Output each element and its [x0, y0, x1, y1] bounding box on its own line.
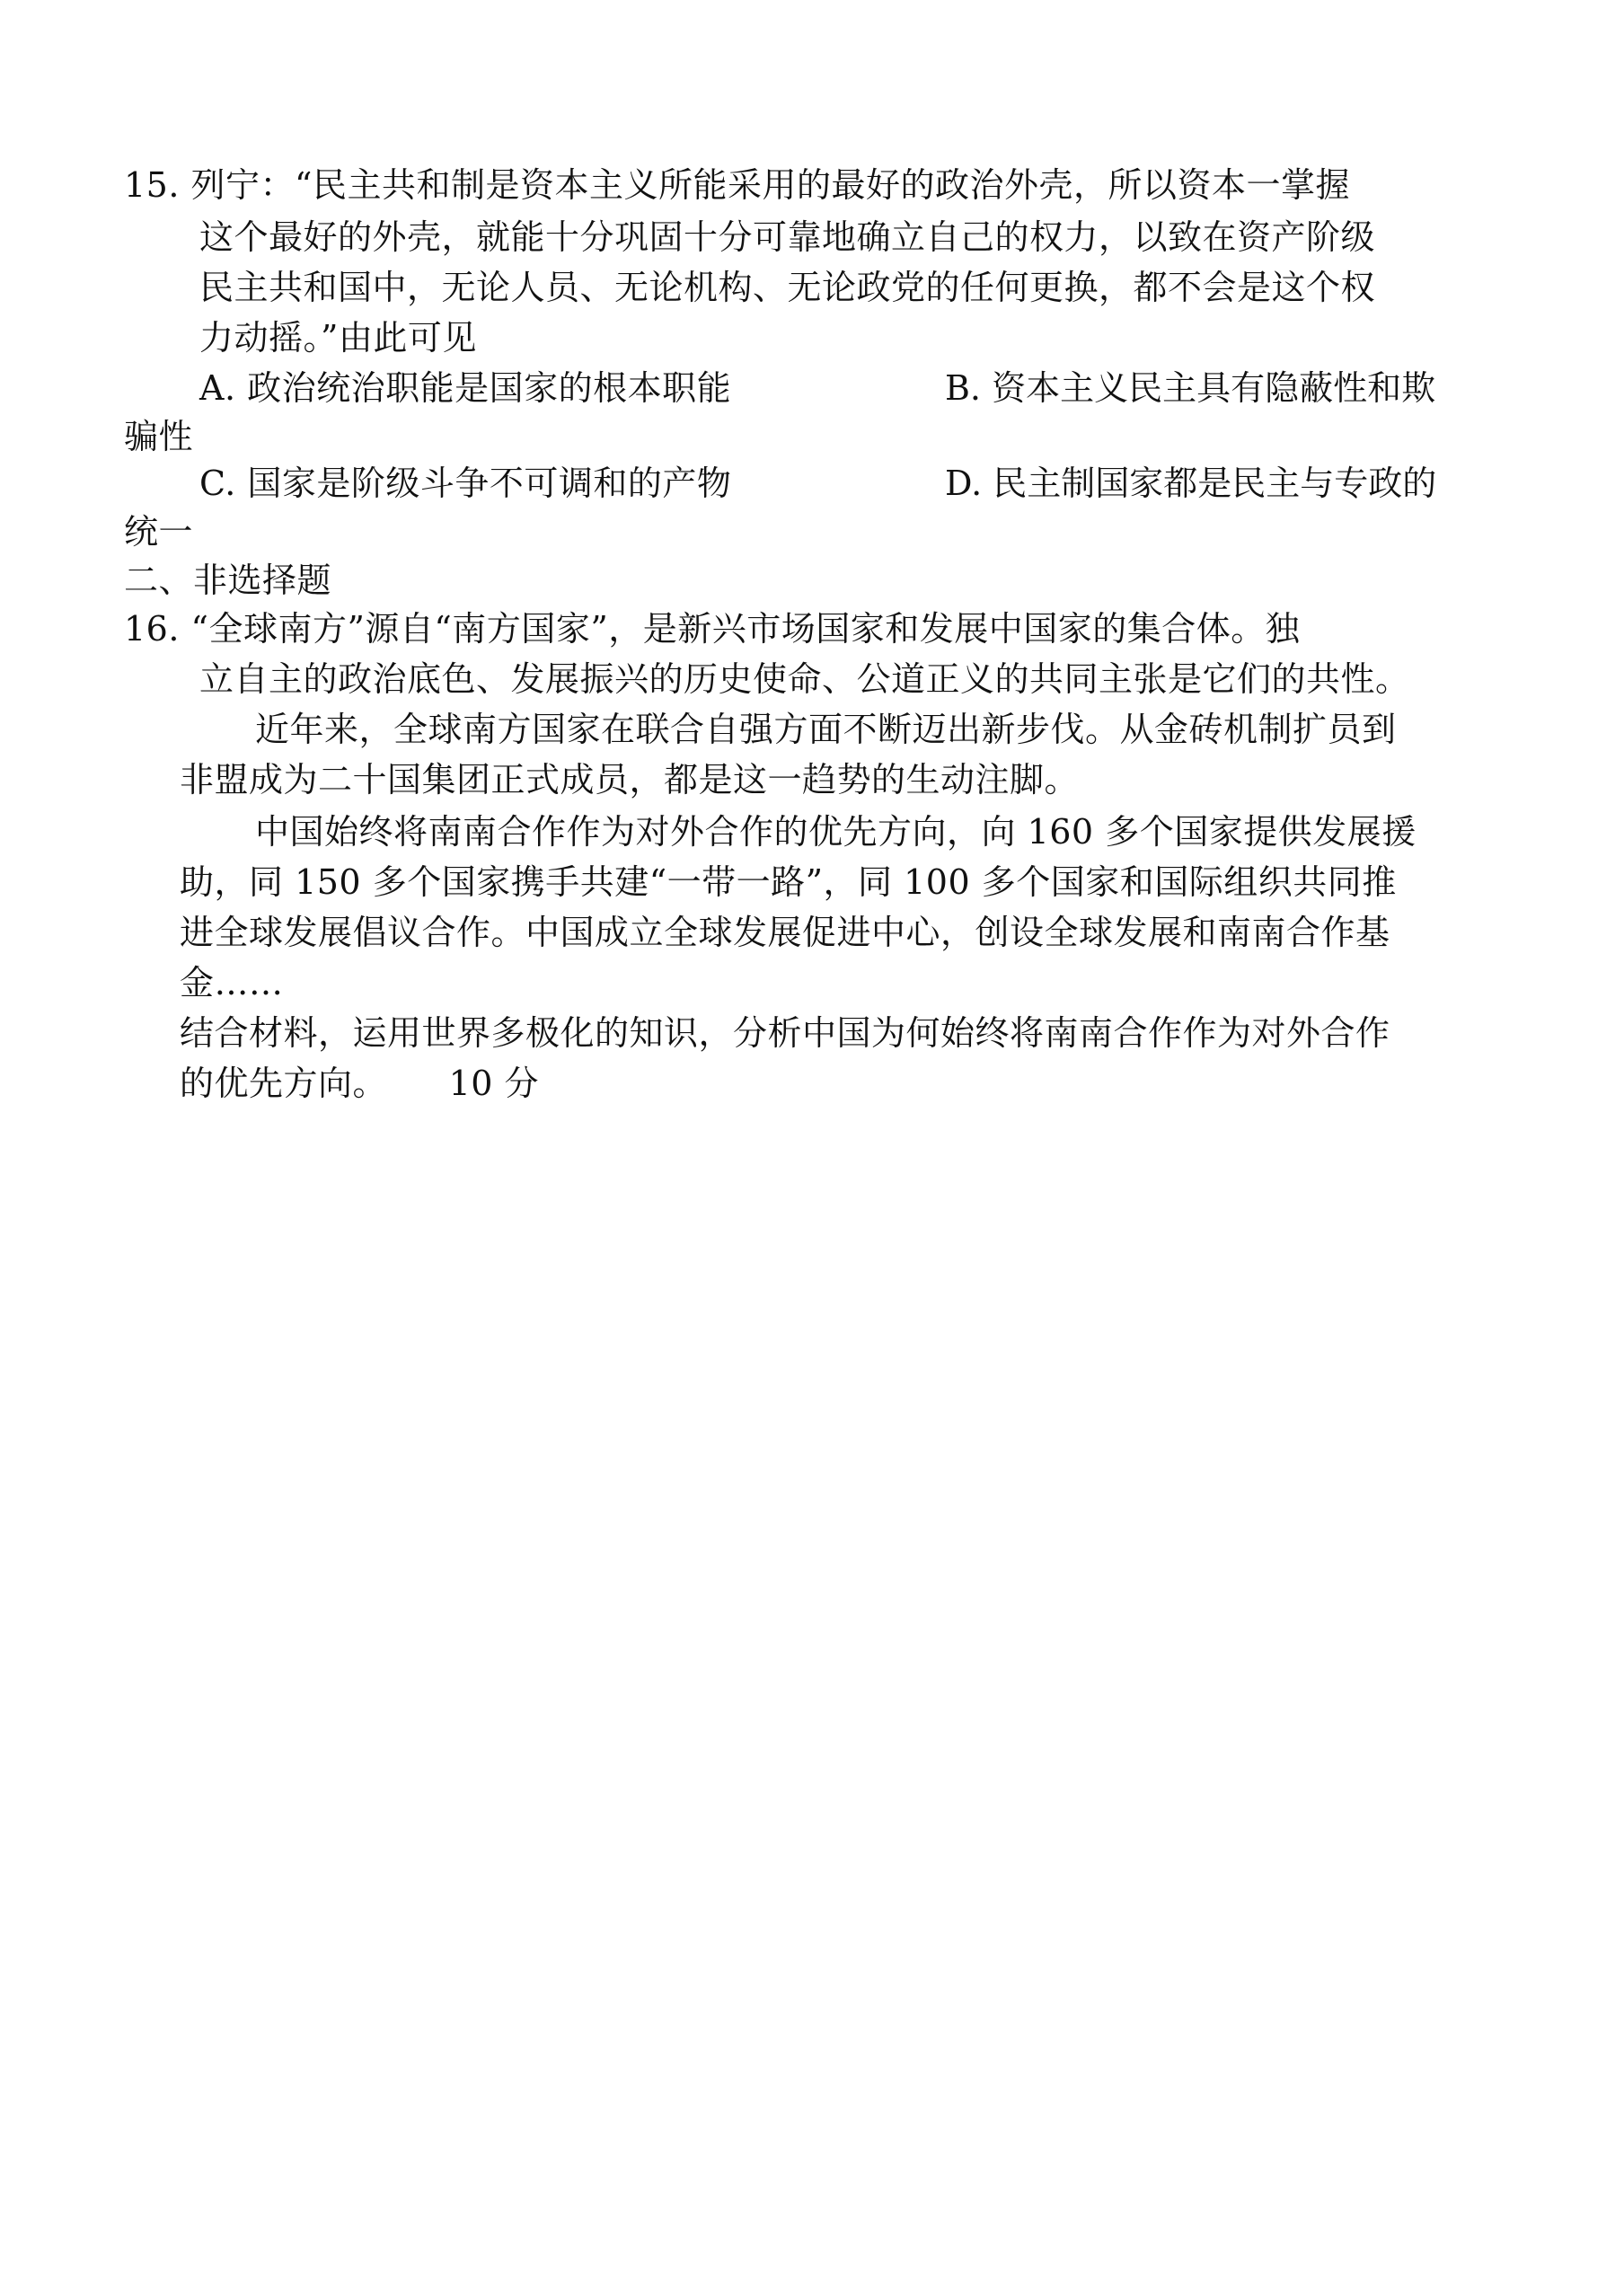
- q16-number: 16.: [124, 609, 180, 649]
- section-heading: 二、非选择题: [124, 561, 332, 600]
- q16-score: 10 分: [448, 1064, 540, 1103]
- q16-para2-line-1: 近年来，全球南方国家在联合自强方面不断迈出新步伐。从金砖机制扩员到: [255, 710, 1397, 749]
- q15-stem-line-2: 这个最好的外壳，就能十分巩固十分可靠地确立自己的权力，以致在资产阶级: [199, 217, 1376, 257]
- q15-stem-line-4: 力动摇。”由此可见: [199, 318, 477, 358]
- q16-task-text: 的优先方向。: [180, 1064, 388, 1103]
- q15-number: 15.: [124, 165, 180, 205]
- q15-option-a: A. 政治统治职能是国家的根本职能: [199, 368, 732, 408]
- q15-option-d: D. 民主制国家都是民主与专政的: [945, 464, 1437, 503]
- q15-stem-line-3: 民主共和国中，无论人员、无论机构、无论政党的任何更换，都不会是这个权: [199, 268, 1376, 307]
- q16-task-line-2: [180, 1060, 539, 1107]
- q16-para2-line-2: 非盟成为二十国集团正式成员，都是这一趋势的生动注脚。: [180, 760, 1080, 799]
- q16-para3-line-4: 金……: [180, 963, 284, 1002]
- q16-para3-line-3: 进全球发展倡议合作。中国成立全球发展促进中心，创设全球发展和南南合作基: [180, 913, 1390, 952]
- q15-line-1: [124, 162, 1498, 208]
- q15-option-c: C. 国家是阶级斗争不可调和的产物: [199, 464, 732, 503]
- q16-stem-line-1: “全球南方”源自“南方国家”，是新兴市场国家和发展中国家的集合体。独: [190, 609, 1301, 649]
- q15-option-b: B. 资本主义民主具有隐蔽性和欺: [945, 368, 1436, 408]
- q16-para3-line-1: 中国始终将南南合作作为对外合作的优先方向，向 160 多个国家提供发展援: [255, 812, 1417, 852]
- q16-line-1: [124, 605, 1300, 652]
- q16-para3-line-2: 助，同 150 多个国家携手共建“一带一路”，同 100 多个国家和国际组织共同推: [180, 862, 1397, 902]
- q15-option-d-wrap: 统一: [124, 512, 194, 552]
- q16-task-line-1: 结合材料，运用世界多极化的知识，分析中国为何始终将南南合作作为对外合作: [180, 1013, 1390, 1053]
- q15-option-b-wrap: 骗性: [124, 417, 194, 456]
- q15-stem-line-1: 列宁：“民主共和制是资本主义所能采用的最好的政治外壳，所以资本一掌握: [190, 165, 1350, 205]
- q16-stem-line-2: 立自主的政治底色、发展振兴的历史使命、公道正义的共同主张是它们的共性。: [199, 659, 1410, 699]
